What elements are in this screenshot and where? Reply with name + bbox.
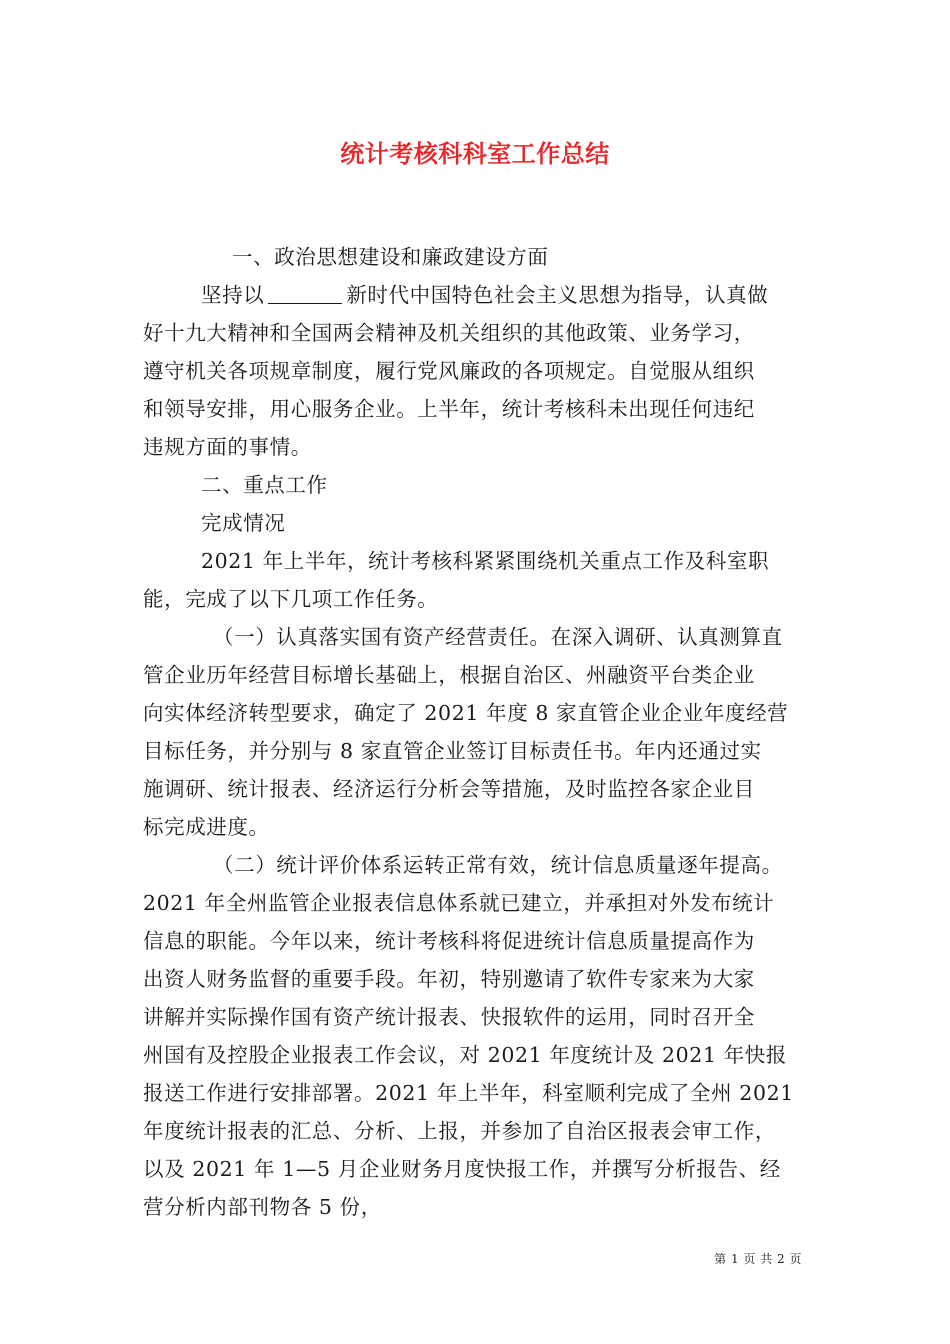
paragraph-line: 遵守机关各项规章制度，履行党风廉政的各项规定。自觉服从组织 <box>143 359 755 383</box>
paragraph-line: 讲解并实际操作国有资产统计报表、快报软件的运用，同时召开全 <box>143 1005 755 1029</box>
page-number: 第 1 页 共 2 页 <box>714 1252 802 1266</box>
paragraph-line: 报送工作进行安排部署。2021 年上半年，科室顺利完成了全州 2021 <box>143 1081 794 1105</box>
paragraph-line: 管企业历年经营目标增长基础上，根据自治区、州融资平台类企业 <box>143 663 755 687</box>
paragraph-line: 2021 年全州监管企业报表信息体系就已建立，并承担对外发布统计 <box>143 891 775 915</box>
paragraph-line: 能，完成了以下几项工作任务。 <box>143 587 439 611</box>
paragraph-line: 营分析内部刊物各 5 份， <box>143 1195 382 1219</box>
section-heading: 一、政治思想建设和廉政建设方面 <box>232 245 549 269</box>
paragraph-line: （二）统计评价体系运转正常有效，统计信息质量逐年提高。 <box>213 853 783 877</box>
paragraph-line: 以及 2021 年 1—5 月企业财务月度快报工作，并撰写分析报告、经 <box>143 1157 781 1181</box>
paragraph-line: 违规方面的事情。 <box>143 435 312 459</box>
sub-heading: 完成情况 <box>201 511 286 535</box>
paragraph-line <box>143 276 815 314</box>
paragraph-line: 目标任务，并分别与 8 家直管企业签订目标责任书。年内还通过实 <box>143 739 762 763</box>
document-title: 统计考核科科室工作总结 <box>340 140 610 168</box>
paragraph-line: 施调研、统计报表、经济运行分析会等措施，及时监控各家企业目 <box>143 777 755 801</box>
paragraph-line: （一）认真落实国有资产经营责任。在深入调研、认真测算直 <box>213 625 783 649</box>
paragraph-line: 向实体经济转型要求，确定了 2021 年度 8 家直管企业企业年度经营 <box>143 701 789 725</box>
paragraph-line: 年度统计报表的汇总、分析、上报，并参加了自治区报表会审工作， <box>143 1119 776 1143</box>
fill-in-blank <box>268 283 342 304</box>
paragraph-text: 新时代中国特色社会主义思想为指导，认真做 <box>346 283 769 307</box>
paragraph-line: 出资人财务监督的重要手段。年初，特别邀请了软件专家来为大家 <box>143 967 755 991</box>
paragraph-line: 州国有及控股企业报表工作会议，对 2021 年度统计及 2021 年快报 <box>143 1043 788 1067</box>
paragraph-line: 标完成进度。 <box>143 815 270 839</box>
section-heading: 二、重点工作 <box>201 473 328 497</box>
paragraph-line: 2021 年上半年，统计考核科紧紧围绕机关重点工作及科室职 <box>201 549 770 573</box>
paragraph-line: 和领导安排，用心服务企业。上半年，统计考核科未出现任何违纪 <box>143 397 755 421</box>
document-body <box>143 238 815 1226</box>
paragraph-text: 坚持以 <box>201 283 265 307</box>
paragraph-line: 信息的职能。今年以来，统计考核科将促进统计信息质量提高作为 <box>143 929 755 953</box>
paragraph-line: 好十九大精神和全国两会精神及机关组织的其他政策、业务学习， <box>143 321 755 345</box>
